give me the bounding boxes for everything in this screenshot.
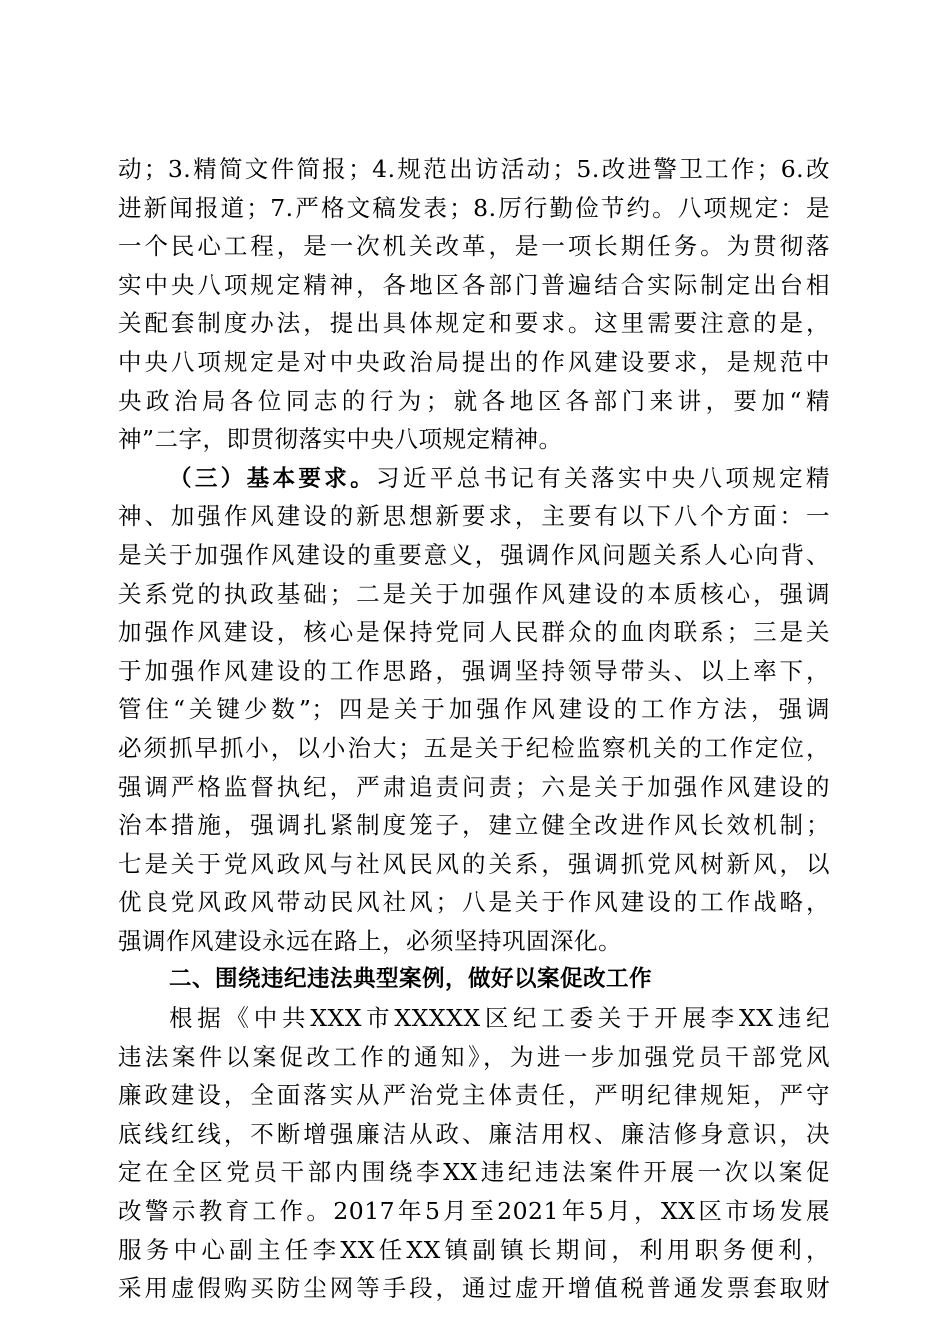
text-run: 习近平总书记有关落实中央八项规定精 [376, 463, 830, 492]
text-line: 强调严格监督执纪，严肃追责问责；六是关于加强作风建设的 [118, 772, 830, 801]
text-line: 治本措施，强调扎紧制度笼子，建立健全改进作风长效机制； [118, 811, 830, 840]
section-heading: 二、围绕违纪违法典型案例，做好以案促改工作 [169, 966, 653, 993]
text-line: 廉政建设，全面落实从严治党主体责任，严明纪律规矩，严守 [118, 1081, 830, 1110]
paragraph-basic-requirements [118, 459, 830, 961]
text-line: 管住“关键少数”；四是关于加强作风建设的工作方法，强调 [118, 695, 830, 724]
document-page [118, 150, 830, 1308]
text-line: 采用虚假购买防尘网等手段，通过虚开增值税普通发票套取财 [118, 1274, 830, 1303]
text-line [118, 459, 830, 498]
text-line: 必须抓早抓小，以小治大；五是关于纪检监察机关的工作定位， [118, 733, 830, 762]
text-line: 七是关于党风政风与社风民风的关系，强调抓党风树新风，以 [118, 849, 830, 878]
text-line: 根据《中共XXX市XXXXX区纪工委关于开展李XX违纪 [169, 1004, 830, 1033]
text-line: 央政治局各位同志的行为；就各地区各部门来讲，要加“精 [118, 386, 830, 415]
text-line: 改警示教育工作。2017年5月至2021年5月，XX区市场发展 [118, 1197, 830, 1226]
text-line: 是关于加强作风建设的重要意义，强调作风问题关系人心向背、 [118, 540, 830, 569]
text-line: 加强作风建设，核心是保持党同人民群众的血肉联系；三是关 [118, 618, 830, 647]
text-line: 底线红线，不断增强廉洁从政、廉洁用权、廉洁修身意识，决 [118, 1119, 830, 1148]
text-line: 动；3.精简文件简报；4.规范出访活动；5.改进警卫工作；6.改 [118, 155, 830, 183]
text-line: 中央八项规定是对中央政治局提出的作风建设要求，是规范中 [118, 347, 830, 376]
text-line: 违法案件以案促改工作的通知》，为进一步加强党员干部党风 [118, 1042, 830, 1071]
paragraph-case-reform [118, 999, 830, 1308]
text-line: 关系党的执政基础；二是关于加强作风建设的本质核心，强调 [118, 579, 830, 608]
text-line: 关配套制度办法，提出具体规定和要求。这里需要注意的是， [118, 309, 830, 338]
text-line: 神、加强作风建设的新思想新要求，主要有以下八个方面：一 [118, 502, 830, 531]
text-line: 于加强作风建设的工作思路，强调坚持领导带头、以上率下， [118, 656, 830, 685]
text-line: 实中央八项规定精神，各地区各部门普遍结合实际制定出台相 [118, 270, 830, 299]
text-line: 强调作风建设永远在路上，必须坚持巩固深化。 [118, 926, 622, 955]
subsection-heading: （三）基本要求。 [169, 465, 376, 492]
text-line: 服务中心副主任李XX任XX镇副镇长期间，利用职务便利， [118, 1235, 830, 1264]
text-line: 进新闻报道；7.严格文稿发表；8.厉行勤俭节约。八项规定：是 [118, 193, 830, 222]
paragraph-eight-provisions [118, 150, 830, 459]
text-line: 一个民心工程，是一次机关改革，是一项长期任务。为贯彻落 [118, 232, 830, 261]
text-line: 优良党风政风带动民风社风；八是关于作风建设的工作战略， [118, 888, 830, 917]
text-line: 神”二字，即贯彻落实中央八项规定精神。 [118, 425, 563, 454]
text-line: 定在全区党员干部内围绕李XX违纪违法案件开展一次以案促 [118, 1158, 830, 1187]
